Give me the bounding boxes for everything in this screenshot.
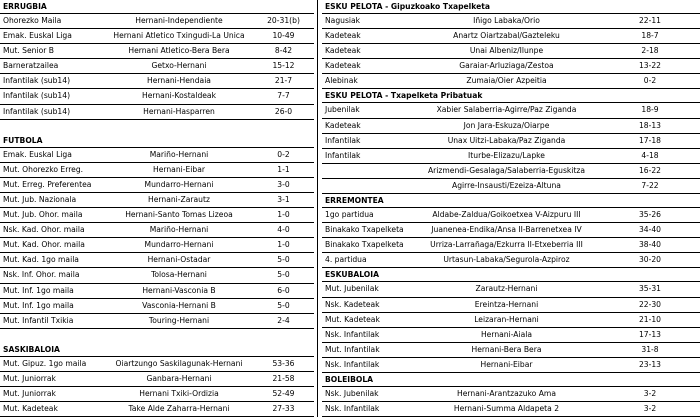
category-cell: Mut. Senior B: [3, 46, 54, 56]
score-cell: 21-58: [272, 373, 295, 383]
result-row: [0, 74, 314, 89]
match-cell: Leizaran-Hernani: [474, 314, 539, 324]
match-cell: Touring-Hernani: [148, 315, 210, 325]
match-cell: Ganbara-Hernani: [146, 373, 212, 383]
result-row: [322, 29, 700, 44]
result-row: [0, 238, 314, 253]
result-row: [322, 253, 700, 268]
score-cell: 3-2: [643, 388, 657, 398]
score-cell: 22-30: [638, 299, 662, 309]
score-cell: 5-0: [277, 255, 290, 265]
score-cell: 0-2: [277, 149, 290, 159]
score-cell: 15-12: [272, 61, 295, 71]
score-cell: 18-9: [641, 105, 659, 115]
match-cell: Hernani Txiki-Ordizia: [139, 388, 219, 398]
result-row: [322, 387, 700, 402]
score-cell: 3-0: [277, 179, 290, 189]
score-cell: 31-8: [641, 344, 659, 354]
match-cell: Arizmendi-Gesalaga/Salaberria-Eguskitza: [427, 165, 586, 175]
category-cell: Kadeteak: [325, 46, 361, 56]
category-cell: Binakako Txapelketa: [325, 240, 404, 250]
score-cell: 18-7: [641, 31, 659, 41]
category-cell: Infantilak: [325, 150, 361, 160]
score-cell: 1-0: [277, 210, 290, 220]
result-row: [0, 223, 314, 238]
match-cell: Mundarro-Hernani: [144, 179, 214, 189]
score-cell: 17-13: [638, 329, 662, 339]
result-row: [322, 119, 700, 134]
match-cell: Hernani-Arantzazuko Ama: [457, 388, 556, 398]
score-cell: 21-7: [274, 76, 293, 86]
match-cell: Hernani-Eibar: [480, 359, 533, 369]
result-row: [322, 298, 700, 313]
category-cell: Alebinak: [325, 76, 358, 86]
score-cell: 23-13: [638, 359, 662, 369]
match-cell: Hernani Atletico Txingudi-La Unica: [113, 31, 245, 41]
match-cell: Hernani-Bera Bera: [471, 344, 542, 354]
category-cell: Binakako Txapelketa: [325, 225, 404, 235]
category-cell: Nsk. Inf. Ohor. maila: [3, 270, 80, 280]
category-cell: [322, 179, 413, 193]
score-cell: 4-0: [277, 225, 290, 235]
match-cell: Getxo-Hernani: [151, 61, 207, 71]
score-cell: 13-22: [638, 61, 662, 71]
category-cell: Nsk. Infantilak: [325, 329, 380, 339]
category-cell: Mut. Jub. Nazionala: [3, 194, 77, 204]
category-cell: Mut. Inf. 1go maila: [3, 300, 74, 310]
match-cell: Agirre-Insausti/Ezeiza-Altuna: [452, 180, 561, 190]
result-row: [322, 358, 700, 373]
result-row: [322, 14, 700, 29]
category-cell: Mut. Erreg. Preferentea: [3, 179, 92, 189]
result-row: [0, 299, 314, 314]
score-cell: 4-18: [641, 150, 659, 160]
result-row: [0, 387, 314, 402]
category-cell: Infantilak: [325, 135, 361, 145]
score-cell: 7-22: [641, 180, 659, 190]
result-row: [0, 357, 314, 372]
score-cell: 27-33: [272, 404, 295, 414]
category-cell: Mut. Kad. Ohor. maila: [3, 240, 85, 250]
category-cell: Mut. Juniorrak: [3, 388, 56, 398]
result-row: [322, 44, 700, 59]
score-cell: 35-31: [638, 284, 662, 294]
score-cell: 3-2: [643, 404, 657, 414]
result-row: [322, 134, 700, 149]
category-cell: Mut. Kadeteak: [325, 314, 380, 324]
match-cell: Hernani-Independiente: [135, 16, 223, 25]
result-row: [0, 29, 314, 44]
score-cell: 6-0: [277, 285, 290, 295]
match-cell: Mariño-Hernani: [149, 149, 209, 159]
section-heading-erremontea: ERREMONTEA: [322, 194, 700, 208]
match-cell: Iturbe-Elizazu/Lapke: [468, 150, 545, 160]
category-cell: Mut. Infantil Txikia: [3, 315, 74, 325]
score-cell: 38-40: [638, 240, 662, 250]
match-cell: Zumaia/Oier Azpeitia: [466, 76, 547, 86]
match-cell: Tolosa-Hernani: [151, 270, 207, 280]
result-row: [0, 284, 314, 299]
category-cell: Kadeteak: [325, 31, 361, 41]
result-row: [322, 313, 700, 328]
score-cell: 7-7: [277, 91, 290, 101]
score-cell: 1-1: [277, 164, 290, 174]
section-heading-boleibola: BOLEIBOLA: [322, 373, 700, 387]
category-cell: Mut. Inf. 1go maila: [3, 285, 74, 295]
section-heading-eskubaloia: ESKUBALOIA: [322, 268, 700, 282]
category-cell: Mut. Jubenilak: [325, 284, 379, 294]
match-cell: Hernani-Santo Tomas Lizeoa: [125, 210, 233, 220]
match-cell: Hernani-Vasconia B: [142, 285, 216, 295]
section-heading-esku-pelota-gipuzkoako-txapelketa: ESKU PELOTA - Gipuzkoako Txapelketa: [322, 0, 700, 14]
score-cell: 52-49: [272, 388, 295, 398]
score-cell: 5-0: [277, 270, 290, 280]
match-cell: Oiartzungo Saskilagunak-Hernani: [115, 358, 243, 368]
category-cell: 4. partidua: [325, 255, 367, 265]
result-row: [322, 59, 700, 74]
category-cell: Nagusiak: [325, 16, 361, 25]
section-heading-saskibaloia: SASKIBALOIA: [0, 343, 314, 357]
result-row: [0, 372, 314, 387]
result-row: [0, 402, 314, 417]
score-cell: 10-49: [272, 31, 295, 41]
category-cell: Mut. Jub. Ohor. maila: [3, 210, 83, 220]
match-cell: Hernani Atletico-Bera Bera: [128, 46, 230, 56]
match-cell: Urtasun-Labaka/Segurola-Azpiroz: [443, 255, 570, 265]
score-cell: 1-0: [277, 240, 290, 250]
result-row: [0, 193, 314, 208]
section-spacer: [0, 120, 314, 134]
result-row: [322, 164, 700, 179]
match-cell: Hernani-Aiala: [480, 329, 533, 339]
category-cell: Mut. Gipuz. 1go maila: [3, 358, 87, 368]
result-row: [0, 163, 314, 178]
result-row: [0, 14, 314, 29]
score-cell: 22-11: [638, 16, 662, 25]
category-cell: Nsk. Kad. Ohor. maila: [3, 225, 85, 235]
category-cell: 1go partidua: [325, 210, 374, 220]
score-cell: 17-18: [638, 135, 662, 145]
score-cell: 18-13: [638, 120, 662, 130]
result-row: [322, 103, 700, 118]
match-cell: Mariño-Hernani: [149, 225, 209, 235]
category-cell: Nsk. Jubenilak: [325, 388, 379, 398]
match-cell: Juanenea-Endika/Ansa II-Barrenetxea IV: [431, 225, 582, 235]
match-cell: Hernani-Eibar: [152, 164, 205, 174]
match-cell: Garaiar-Arluziaga/Zestoa: [459, 61, 554, 71]
match-cell: Hernani-Summa Aldapeta 2: [453, 404, 560, 414]
score-cell: 35-26: [638, 210, 662, 220]
match-cell: Unax Uitzi-Labaka/Paz Ziganda: [447, 135, 566, 145]
category-cell: Nsk. Infantilak: [325, 359, 380, 369]
right-column: [322, 0, 700, 417]
category-cell: Emak. Euskal Liga: [3, 149, 72, 159]
category-cell: Nsk. Kadeteak: [325, 299, 380, 309]
result-row: [322, 149, 700, 164]
result-row: [322, 328, 700, 343]
result-row: [0, 59, 314, 74]
match-cell: Xabier Salaberria-Agirre/Paz Ziganda: [436, 105, 577, 115]
category-cell: Nsk. Infantilak: [325, 404, 380, 414]
result-row: [322, 223, 700, 238]
score-cell: 2-4: [277, 315, 290, 325]
result-row: [0, 268, 314, 283]
score-cell: 8-42: [274, 46, 293, 56]
category-cell: Kadeteak: [325, 61, 361, 71]
score-cell: 30-20: [638, 255, 662, 265]
result-row: [0, 178, 314, 193]
category-cell: Mut. Kadeteak: [3, 404, 58, 414]
result-row: [0, 208, 314, 223]
category-cell: [322, 164, 413, 178]
section-heading-errugbia: ERRUGBIA: [0, 0, 314, 14]
score-cell: 3-1: [277, 194, 290, 204]
category-cell: Mut. Juniorrak: [3, 373, 56, 383]
match-cell: Mundarro-Hernani: [144, 240, 214, 250]
category-cell: Infantilak (sub14): [3, 106, 71, 116]
score-cell: 53-36: [272, 358, 295, 368]
category-cell: Mut. Kad. 1go maila: [3, 255, 79, 265]
score-cell: 0-2: [643, 76, 657, 86]
match-cell: Iñigo Labaka/Orio: [473, 16, 540, 25]
category-cell: Kadeteak: [325, 120, 361, 130]
result-row: [322, 282, 700, 297]
result-row: [0, 314, 314, 329]
left-column: [0, 0, 314, 417]
score-cell: 20-31(b): [267, 16, 300, 25]
result-row: [322, 179, 700, 194]
result-row: [0, 105, 314, 120]
match-cell: Aldabe-Zaldua/Goikoetxea V-Aizpuru III: [432, 210, 581, 220]
category-cell: Mut. Infantilak: [325, 344, 380, 354]
match-cell: Hernani-Hasparren: [143, 106, 215, 116]
match-cell: Take Alde Zaharra-Hernani: [128, 404, 230, 414]
match-cell: Hernani-Hendaia: [147, 76, 211, 86]
result-row: [0, 89, 314, 104]
section-heading-esku-pelota-txapelketa-pribatuak: ESKU PELOTA - Txapelketa Pribatuak: [322, 89, 700, 103]
score-cell: 16-22: [638, 165, 662, 175]
column-divider: [317, 0, 318, 417]
match-cell: Hernani-Zarautz: [148, 194, 210, 204]
result-row: [322, 343, 700, 358]
score-cell: 5-0: [277, 300, 290, 310]
result-row: [322, 402, 700, 417]
score-cell: 21-10: [638, 314, 662, 324]
match-cell: Zarautz-Hernani: [475, 284, 538, 294]
category-cell: Infantilak (sub14): [3, 91, 71, 101]
category-cell: Ohorezko Maila: [3, 16, 62, 25]
result-row: [322, 238, 700, 253]
category-cell: Infantilak (sub14): [3, 76, 71, 86]
match-cell: Hernani-Ostadar: [147, 255, 211, 265]
result-row: [0, 148, 314, 163]
match-cell: Vasconia-Hernani B: [142, 300, 216, 310]
match-cell: Jon Jara-Eskuza/Oiarpe: [463, 120, 550, 130]
score-cell: 26-0: [274, 106, 293, 116]
result-row: [0, 44, 314, 59]
match-cell: Unai Albeniz/Ilunpe: [469, 46, 544, 56]
section-spacer: [0, 329, 314, 343]
category-cell: Emak. Euskal Liga: [3, 31, 72, 41]
match-cell: Hernani-Kostaldeak: [142, 91, 216, 101]
match-cell: Anartz Oiartzabal/Gazteleku: [453, 31, 560, 41]
category-cell: Barneratzailea: [3, 61, 59, 71]
category-cell: Mut. Ohorezko Erreg.: [3, 164, 84, 174]
result-row: [322, 74, 700, 89]
category-cell: Jubenilak: [325, 105, 360, 115]
match-cell: Urriza-Larrañaga/Ezkurra II-Etxeberria III: [430, 240, 583, 250]
result-row: [0, 253, 314, 268]
section-heading-futbola: FUTBOLA: [0, 134, 314, 148]
score-cell: 34-40: [638, 225, 662, 235]
match-cell: Ereintza-Hernani: [474, 299, 539, 309]
result-row: [322, 208, 700, 223]
score-cell: 2-18: [641, 46, 659, 56]
